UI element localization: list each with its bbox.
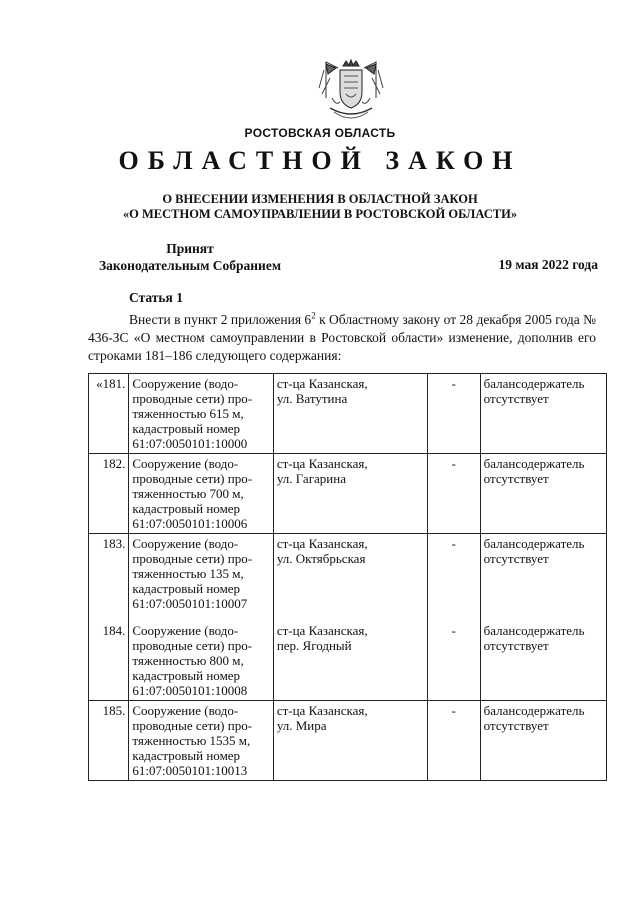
law-title-line-1: О ВНЕСЕНИИ ИЗМЕНЕНИЯ В ОБЛАСТНОЙ ЗАКОН	[162, 192, 478, 206]
article-text	[88, 311, 596, 365]
balance-holder-line: балансодержатель	[483, 703, 585, 718]
object-description-line: 61:07:0050101:10013	[132, 763, 248, 778]
object-description-line: проводные сети) про-	[132, 638, 253, 653]
balance-holder-line: балансодержатель	[483, 536, 585, 551]
adopted-label: Принят	[166, 241, 214, 256]
object-description-line: тяженностью 800 м,	[132, 653, 244, 668]
adoption-date: 19 мая 2022 года	[498, 257, 598, 272]
object-address	[273, 374, 427, 454]
object-description-line: Сооружение (водо-	[132, 536, 239, 551]
table-row	[89, 613, 607, 701]
balance-holder	[480, 374, 606, 454]
object-address	[273, 701, 427, 781]
empty-mark	[427, 454, 480, 534]
appendix-superscript: 2	[311, 310, 316, 321]
amendment-table-body	[89, 374, 607, 781]
row-number	[89, 534, 129, 614]
table-row	[89, 454, 607, 534]
balance-holder-line: отсутствует	[483, 551, 549, 566]
law-title	[0, 192, 640, 222]
balance-holder-line: балансодержатель	[483, 623, 585, 638]
object-description-line: тяженностью 615 м,	[132, 406, 244, 421]
balance-holder-line: отсутствует	[483, 638, 549, 653]
object-description	[129, 534, 273, 614]
row-number-line: 184.	[102, 623, 126, 638]
empty-mark-line: -	[451, 376, 456, 391]
object-description-line: 61:07:0050101:10006	[132, 516, 248, 531]
object-description-line: Сооружение (водо-	[132, 703, 239, 718]
empty-mark-line: -	[451, 703, 456, 718]
table-row	[89, 534, 607, 614]
empty-mark-line: -	[451, 623, 456, 638]
empty-mark	[427, 701, 480, 781]
object-description-line: проводные сети) про-	[132, 471, 253, 486]
row-number-line: 185.	[102, 703, 126, 718]
object-address	[273, 534, 427, 614]
object-description	[129, 613, 273, 701]
region-name: РОСТОВСКАЯ ОБЛАСТЬ	[244, 126, 396, 140]
object-description-line: кадастровый номер	[132, 501, 241, 516]
object-description-line: Сооружение (водо-	[132, 376, 239, 391]
balance-holder-line: отсутствует	[483, 471, 549, 486]
row-number-line: 182.	[102, 456, 126, 471]
table-row	[89, 374, 607, 454]
balance-holder	[480, 701, 606, 781]
row-number-line: «181.	[96, 376, 126, 391]
object-address-line: ст-ца Казанская,	[276, 703, 368, 718]
object-description-line: 61:07:0050101:10000	[132, 436, 248, 451]
row-number	[89, 374, 129, 454]
object-address	[273, 613, 427, 701]
adopted-by: Законодательным Собранием	[98, 258, 282, 273]
object-description-line: Сооружение (водо-	[132, 456, 239, 471]
object-address-line: ст-ца Казанская,	[276, 536, 368, 551]
balance-holder-line: балансодержатель	[483, 376, 585, 391]
article-text-end: к Областному закону от 28 декабря 2005 года № 436-ЗС «О местном самоуправлении в Ростовской области» изменение, дополнив его строками 181–186 следующего содержания:	[88, 312, 596, 363]
object-description-line: кадастровый номер	[132, 748, 241, 763]
adoption-block	[60, 240, 320, 274]
object-description-line: проводные сети) про-	[132, 391, 253, 406]
object-address-line: ст-ца Казанская,	[276, 623, 368, 638]
object-address-line: ул. Мира	[276, 718, 327, 733]
object-address-line: ст-ца Казанская,	[276, 456, 368, 471]
object-description-line: кадастровый номер	[132, 421, 241, 436]
row-number-line: 183.	[102, 536, 126, 551]
object-address-line: ул. Ватутина	[276, 391, 348, 406]
object-description-line: кадастровый номер	[132, 581, 241, 596]
object-address-line: ул. Октябрьская	[276, 551, 366, 566]
row-number	[89, 701, 129, 781]
empty-mark	[427, 374, 480, 454]
balance-holder	[480, 454, 606, 534]
coat-of-arms-icon	[316, 58, 386, 128]
row-number	[89, 454, 129, 534]
balance-holder-line: балансодержатель	[483, 456, 585, 471]
object-address-line: пер. Ягодный	[276, 638, 352, 653]
document-type: ОБЛАСТНОЙ ЗАКОН	[118, 146, 522, 175]
object-address-line: ст-ца Казанская,	[276, 376, 368, 391]
object-address-line: ул. Гагарина	[276, 471, 346, 486]
balance-holder-line: отсутствует	[483, 718, 549, 733]
object-description-line: тяженностью 1535 м,	[132, 733, 251, 748]
object-description-line: тяженностью 700 м,	[132, 486, 244, 501]
object-description-line: 61:07:0050101:10007	[132, 596, 248, 611]
table-row	[89, 701, 607, 781]
empty-mark	[427, 534, 480, 614]
balance-holder-line: отсутствует	[483, 391, 549, 406]
empty-mark-line: -	[451, 536, 456, 551]
object-description	[129, 701, 273, 781]
empty-mark	[427, 613, 480, 701]
object-description	[129, 374, 273, 454]
law-title-line-2: «О МЕСТНОМ САМОУПРАВЛЕНИИ В РОСТОВСКОЙ ОБЛАСТИ»	[122, 207, 518, 221]
object-address	[273, 454, 427, 534]
empty-mark-line: -	[451, 456, 456, 471]
object-description-line: тяженностью 135 м,	[132, 566, 244, 581]
article-text-start: Внести в пункт 2 приложения 6	[129, 312, 312, 327]
balance-holder	[480, 613, 606, 701]
object-description-line: 61:07:0050101:10008	[132, 683, 248, 698]
object-description-line: проводные сети) про-	[132, 551, 253, 566]
object-description	[129, 454, 273, 534]
object-description-line: Сооружение (водо-	[132, 623, 239, 638]
row-number	[89, 613, 129, 701]
balance-holder	[480, 534, 606, 614]
object-description-line: кадастровый номер	[132, 668, 241, 683]
amendment-table	[88, 373, 607, 781]
object-description-line: проводные сети) про-	[132, 718, 253, 733]
article-title: Статья 1	[129, 290, 183, 305]
